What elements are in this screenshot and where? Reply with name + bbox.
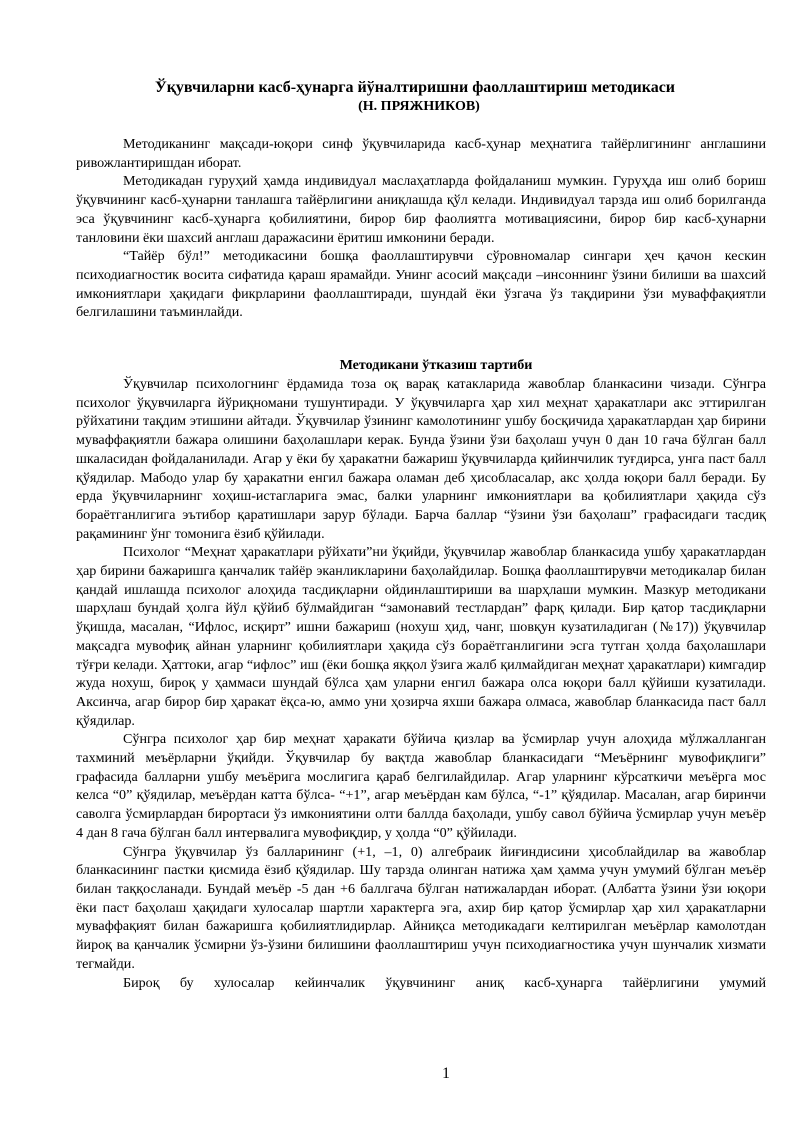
section-heading: Методикани ўтказиш тартиби — [339, 357, 533, 373]
page-number: 1 — [442, 1065, 450, 1082]
paragraph: Психолог “Меҳнат ҳаракатлари рўйхати”ни ўқийди, ўқувчилар жавоблар бланкасида ушбу ҳаракатлардан ҳар бирини бажаришга қанчалик тайёр эканликларини баҳолайдилар. Бошқа фаоллаштирувчи методикалар билан қандай ишлашда психолог алоҳида тасдиқларни ойдинлаштириши ва шарҳлаши мумкин. Мазкур методикани шарҳлаш бундай ҳолга йўл қўйиб бўлмайдиган “замонавий тестлардан” фарқ қилади. Бир қатор тасдиқларни ўқишда, масалан, “Ифлос, исқирт” ишни бажариш (нохуш ҳид, чанг, шовқун кузатиладиган (№17)) ўқувчилар мақсадга мувофиқ айнан уларнинг қобилиятлари ҳақида сўз бораётганлигини эсга тутган ҳолда баҳолашлари тўғри келади. Ҳаттоки, агар “ифлос” иш (ёки бошқа яққол ўзига жалб қилмайдиган меҳнат ҳаракатлари) кимгадир жуда нохуш, бироқ у ҳаммаси шундай бўлса ҳам уларни енгил бажара олса юқори балл қўйиши кузатилади. Аксинча, агар бирор бир ҳаракат ёқса-ю, аммо уни ҳозирча яхши бажара олмаса, жавоблар бланкасида паст балл қўядилар. — [76, 544, 766, 729]
intro-section — [76, 135, 766, 322]
paragraph: Сўнгра психолог ҳар бир меҳнат ҳаракати бўйича қизлар ва ўсмирлар учун алоҳида мўлжалланган тахминий меъёрларни ўқийди. Ўқувчилар бу вақтда жавоблар бланкасидаги “Меъёрнинг мувофиқлиги” графасида балларни ушбу меъёрига мослигига қараб белгилайдилар. Агар уларнинг кўрсаткичи меъёрга мос келса “0” қўядилар, меъёрдан катта бўлса- “+1”, агар меъёрдан кам бўлса, “-1” қўядилар. Масалан, агар биринчи саволга ўсмирлардан бирортаси ўз имкониятини олти баллда баҳолади, ушбу савол бўйича ўсмирлар учун меъёр 4 дан 8 гача бўлган балл интервалига мувофиқдир, у ҳолда “0” қўйилади. — [76, 731, 766, 841]
paragraph: “Тайёр бўл!” методикасини бошқа фаоллаштирувчи сўровномалар сингари ҳеч қачон кескин психодиагностик восита сифатида қараш ярамайди. Унинг асосий мақсади –инсоннинг ўзини билиши ва шахсий имкониятлари ҳақидаги фикрларини фаоллаштиради, шундай ёки ўзгача ўз тақдирини ўзи муваффақиятли белгилашини таъминлайди. — [76, 248, 766, 321]
paragraph: Бироқ бу хулосалар кейинчалик ўқувчининг аниқ касб-ҳунарга тайёрлигини умумий — [123, 974, 766, 991]
document-title: Ўқувчиларни касб-ҳунарга йўналтиришни фаоллаштириш методикаси — [154, 79, 676, 96]
paragraph: Методиканинг мақсади-юқори синф ўқувчиларида касб-ҳунар меҳнатига тайёрлигининг англашини ривожлантиришдан иборат. — [76, 136, 766, 171]
paragraph: Ўқувчилар психологнинг ёрдамида тоза оқ варақ катакларида жавоблар бланкасини чизади. Сўнгра психолог ўқувчиларга йўриқномани тушунтиради. У ўқувчиларга ҳар хил меҳнат ҳаракатлари акс эттирилган рўйхатини тақдим этишини айтади. Ўқувчилар ўзининг камолотининг ушбу босқичида ҳаракатлардан ҳар бирини муваффақиятли бажара олишини баҳолашлари керак. Бунда ўзини ўзи баҳолаш учун 0 дан 10 гача бўлган балл шкаласидан фойдаланилади. Агар у ёки бу ҳаракатни бажариш ўқувчиларда қийинчилик туғдирса, унга паст балл қўядилар. Мабодо улар бу ҳаракатни енгил бажара оламан деб ҳисобласалар, акс ҳолда юқори балл беради. Бу ерда ўқувчиларнинг хоҳиш-истагларига эмас, балки уларнинг имкониятлари ва қобилиятлари ҳақида сўз бораётганлигига эътибор қаратишлари зарур бўлади. Барча баллар “ўзини ўзи баҳолаш” графасидаги тасдиқ рақамининг ўнг томонига ёзиб қўйилади. — [76, 376, 766, 542]
paragraph: Сўнгра ўқувчилар ўз балларининг (+1, –1, 0) алгебраик йиғиндисини ҳисоблайдилар ва жавоблар бланкасининг пастки қисмида ёзиб қўядилар. Шу тарзда олинган натижа ҳам ҳамма учун умумий бўлган меъёр билан таққосланади. Бундай меъёр -5 дан +6 баллгача бўлган натижалардан иборат. (Албатта ўзини ўзи юқори ёки паст баҳолаш ҳақидаги хулосалар шартли характерга эга, ахир бир қатор ўсмирлар ҳар хил ҳаракатларни муваффақият билан бажаришга қобилиятлидирлар. Айниқса методикадаги келтирилган меъёрлар камолотдан йироқ ва қанчалик ўсмирни ўз-ўзини билишини фаоллаштириш учун психодиагностика учун шунчалик хизмати тегмайди. — [76, 843, 766, 972]
procedure-section — [76, 375, 766, 992]
document-author: (Н. ПРЯЖНИКОВ) — [358, 99, 480, 114]
paragraph: Методикадан гуруҳий ҳамда индивидуал маслаҳатларда фойдаланиш мумкин. Гуруҳда иш олиб бориш ўқувчининг касб-ҳунарни танлашга тайёрлигини аниқлашда қўл келади. Индивидуал тарзда иш олиб борилганда эса ўқувчининг касб-ҳунарга қобилиятини, бирор бир фаолиятга мотивациясини, бирор бир касб-ҳунарни танловини ёки шахсий англаш даражасини ёритиш имконини беради. — [76, 173, 766, 246]
